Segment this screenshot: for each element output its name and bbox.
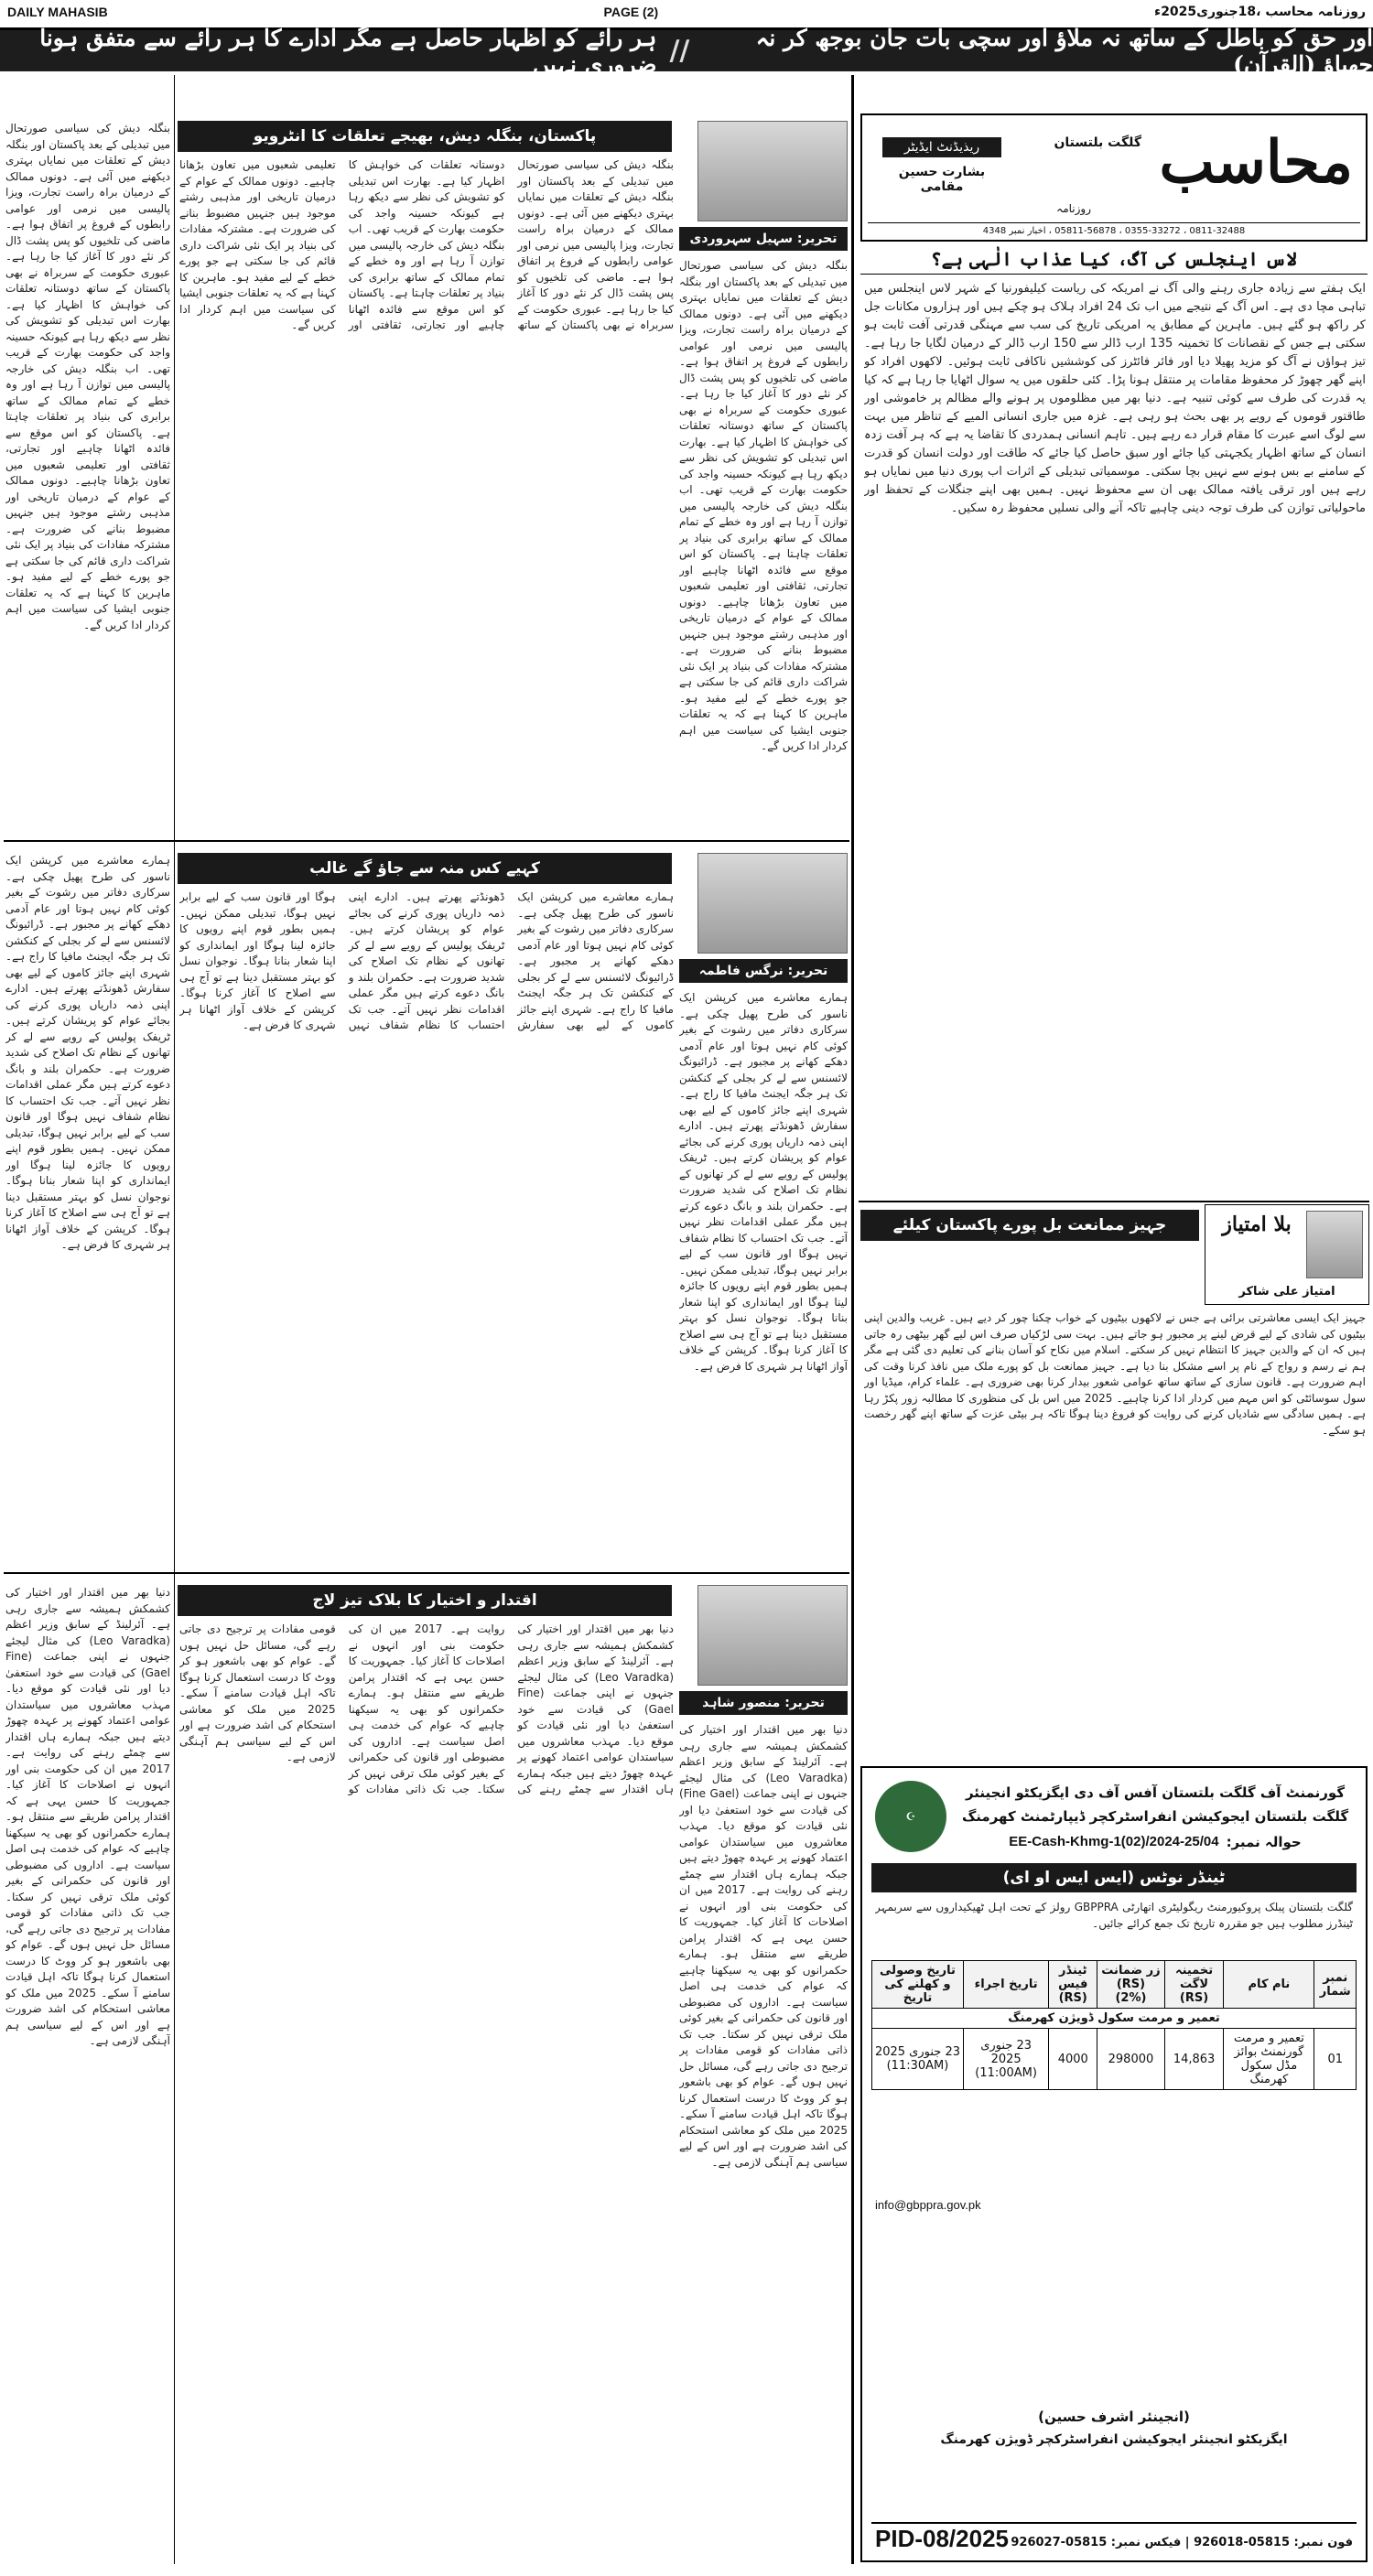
tender-intro	[875, 1900, 1353, 1955]
column-rule-left	[174, 75, 175, 2564]
kismunh-text-a: ہمارے معاشرے میں کرپشن ایک ناسور کی طرح پھیل چکی ہے۔ سرکاری دفاتر میں رشوت کے بغیر کوئی کام نہیں ہوتا اور عام آدمی دھکے کھانے پر مجبور ہے۔ ڈرائیونگ لائسنس سے لے کر بجلی کے کنکشن تک ہر جگہ ایجنٹ مافیا کا راج ہے۔ شہری اپنے جائز کاموں کے لیے بھی سفارش ڈھونڈتے پھرتے ہیں۔ ادارے اپنی ذمہ داریاں پوری کرنے کی بجائے عوام کو پریشان کرتے ہیں۔ ٹریفک پولیس کے رویے سے لے کر تھانوں کے نظام تک اصلاح کی شدید ضرورت ہے۔ حکمران بلند و بانگ دعوے کرتے ہیں مگر عملی اقدامات نظر نہیں آتے۔ جب تک احتساب کا نظام شفاف نہیں ہوگا اور قانون سب کے لیے برابر نہیں ہوگا، تبدیلی ممکن نہیں۔ ہمیں بطور قوم اپنے رویوں کا جائزہ لینا ہوگا اور ایمانداری کو اپنا شعار بنانا ہوگا۔ نوجوان نسل کو بہتر مستقبل دینا ہے تو آج ہی سے اصلاح کا آغاز کرنا ہوگا۔ کرپشن کے خلاف آواز اٹھانا ہر شہری کا فرض ہے۔	[5, 854, 170, 1251]
tender-divider	[871, 2522, 1357, 2524]
interview-author-photo	[697, 121, 848, 221]
divider-2	[4, 1572, 849, 1574]
kismunh-byline: تحریر: نرگس فاطمہ	[679, 959, 848, 983]
page-banner	[0, 24, 1373, 78]
tender-pid: PID-08/2025	[875, 2525, 1009, 2552]
jahez-heading: جہیز ممانعت بل پورے پاکستان کیلئے	[860, 1210, 1199, 1241]
kismunh-body-left	[5, 853, 170, 1567]
banner-disclaimer: ہر رائے کو اظہار حاصل ہے مگر ادارے کا ہر رائے سے متفق ہونا ضروری نہیں	[39, 24, 657, 78]
jahez-body	[864, 1310, 1366, 1759]
kismunh-body-right	[679, 990, 848, 1567]
jahez-column-header	[1205, 1204, 1369, 1305]
kismunh-body-main	[179, 889, 674, 1567]
jahez-text: جہیز ایک ایسی معاشرتی برائی ہے جس نے لاکھوں بیٹیوں کے خواب چکنا چور کر دیے ہیں۔ غریب والدین اپنی بیٹیوں کی شادی کے لیے قرض لینے پر مجبور ہو جاتے ہیں۔ بہت سی لڑکیاں صرف اس لیے گھر بیٹھی رہ جاتی ہیں کہ ان کے والدین جہیز کا انتظام نہیں کر سکتے۔ اسلام میں نکاح کو آسان بنانے کی تعلیم دی گئی ہے مگر ہم نے رسم و رواج کے نام پر اسے مشکل بنا دیا ہے۔ جہیز ممانعت بل کو پورے ملک میں نافذ کرنا وقت کی اہم ضرورت ہے۔ قانون سازی کے ساتھ ساتھ عوامی شعور بیدار کرنا بھی ضروری ہے۔ علماء کرام، میڈیا اور سول سوسائٹی کو اس مہم میں کردار ادا کرنا چاہیے۔ 2025 میں اس بل کی منظوری کا مطالبہ زور پکڑ رہا ہے۔ ہمیں سادگی سے شادیاں کرنے کی روایت کو فروغ دینا ہوگا تاکہ ہر بیٹی عزت کے ساتھ اپنے گھر رخصت ہو سکے۔	[864, 1311, 1366, 1437]
th-cost: تخمینہ لاگت (RS)	[1164, 1961, 1224, 2009]
interview-text-b: بنگلہ دیش کی سیاسی صورتحال میں تبدیلی کے بعد پاکستان اور بنگلہ دیش کے تعلقات میں نمایاں بہتری دیکھنے میں آئی ہے۔ دونوں ممالک کے درمیان براہ راست تجارت، ویزا پالیسی میں نرمی اور عوامی رابطوں کے فروغ پر اتفاق ہوا ہے۔ ماضی کی تلخیوں کو پس پشت ڈال کر نئے دور کا آغاز کیا جا رہا ہے۔ عبوری حکومت کے سربراہ نے بھی پاکستان کے ساتھ دوستانہ تعلقات کی خواہش کا اظہار کیا ہے۔ بھارت اس تبدیلی کو تشویش کی نظر سے دیکھ رہا ہے کیونکہ حسینہ واجد کی حکومت بھارت کے قریب تھی۔ اب بنگلہ دیش کی خارجہ پالیسی میں توازن آ رہا ہے اور وہ خطے کے تمام ممالک کے ساتھ برابری کی بنیاد پر تعلقات چاہتا ہے۔ پاکستان کو اس موقع سے فائدہ اٹھانا چاہیے اور تجارتی، ثقافتی اور تعلیمی شعبوں میں تعاون بڑھانا چاہیے۔ دونوں ممالک کے عوام کے درمیان تاریخی اور مذہبی رشتے موجود ہیں جنہیں مضبوط بنانے کی ضرورت ہے۔ مشترکہ مفادات کی بنیاد پر ایک نئی شراکت داری قائم کی جا سکتی ہے جو پورے خطے کے لیے مفید ہو۔ ماہرین کا کہنا ہے کہ یہ تعلقات جنوبی ایشیا کی سیاست میں اہم کردار ادا کریں گے۔	[179, 158, 674, 331]
tender-signature-title: ایگزیکٹو انجینئر ایجوکیشن انفراسٹرکچر ڈویژن کھرمنگ	[940, 2432, 1288, 2447]
iqtidar-body-right	[679, 1722, 848, 2562]
tender-table-wrap	[871, 1960, 1357, 2090]
banner-separator: //	[669, 35, 690, 67]
cell-cost: 14,863	[1164, 2029, 1224, 2090]
interview-body-left	[5, 121, 170, 835]
editorial-title: لاس اینجلس کی آگ، کیا عذاب الٰہی ہے؟	[860, 243, 1368, 275]
masthead-logo: محاسب	[1159, 128, 1353, 197]
jahez-column-name: بلا امتیاز	[1222, 1213, 1292, 1236]
tender-phone: فون نمبر: 05815-926018 | فیکس نمبر: 05815-926027	[1011, 2536, 1353, 2549]
iqtidar-byline: تحریر: منصور شاہد	[679, 1691, 848, 1715]
iqtidar-author-photo	[697, 1585, 848, 1686]
interview-text-a: بنگلہ دیش کی سیاسی صورتحال میں تبدیلی کے بعد پاکستان اور بنگلہ دیش کے تعلقات میں نمایاں بہتری دیکھنے میں آئی ہے۔ دونوں ممالک کے درمیان براہ راست تجارت، ویزا پالیسی میں نرمی اور عوامی رابطوں کے فروغ پر اتفاق ہوا ہے۔ ماضی کی تلخیوں کو پس پشت ڈال کر نئے دور کا آغاز کیا جا رہا ہے۔ عبوری حکومت کے سربراہ نے بھی پاکستان کے ساتھ دوستانہ تعلقات کی خواہش کا اظہار کیا ہے۔ بھارت اس تبدیلی کو تشویش کی نظر سے دیکھ رہا ہے کیونکہ حسینہ واجد کی حکومت بھارت کے قریب تھی۔ اب بنگلہ دیش کی خارجہ پالیسی میں توازن آ رہا ہے اور وہ خطے کے تمام ممالک کے ساتھ برابری کی بنیاد پر تعلقات چاہتا ہے۔ پاکستان کو اس موقع سے فائدہ اٹھانا چاہیے اور تجارتی، ثقافتی اور تعلیمی شعبوں میں تعاون بڑھانا چاہیے۔ دونوں ممالک کے عوام کے درمیان تاریخی اور مذہبی رشتے موجود ہیں جنہیں مضبوط بنانے کی ضرورت ہے۔ مشترکہ مفادات کی بنیاد پر ایک نئی شراکت داری قائم کی جا سکتی ہے جو پورے خطے کے لیے مفید ہو۔ ماہرین کا کہنا ہے کہ یہ تعلقات جنوبی ایشیا کی سیاست میں اہم کردار ادا کریں گے۔	[5, 122, 170, 631]
kismunh-author-photo	[697, 853, 848, 954]
divider-editorial	[859, 1201, 1369, 1202]
divider-1	[4, 840, 849, 842]
interview-body-main	[179, 157, 674, 835]
iqtidar-body-main	[179, 1622, 674, 2562]
govt-emblem-icon: ☪	[875, 1781, 946, 1852]
interview-heading: پاکستان، بنگلہ دیش، بھیجے تعلقات کا انٹرویو	[178, 121, 672, 152]
iqtidar-heading: اقتدار و اختیار کا بلاک تیز لاج	[178, 1585, 672, 1616]
cell-fee: 4000	[1049, 2029, 1097, 2090]
tender-signature-name: (انجینئر اشرف حسین)	[1038, 2409, 1190, 2425]
jahez-byline: امتیاز علی شاکر	[1238, 1285, 1335, 1299]
tender-intro-text: گلگت بلتستان پبلک پروکیورمنٹ ریگولیٹری اتھارٹی GBPPRA رولز کے تحت اہل ٹھیکیداروں سے سربمہر ٹینڈرز مطلوب ہیں جو مقررہ تاریخ تک جمع کرائے جائیں۔	[875, 1901, 1353, 1930]
masthead-daily-label: روزنامہ	[1056, 202, 1091, 215]
iqtidar-text-c: دنیا بھر میں اقتدار اور اختیار کی کشمکش ہمیشہ سے جاری رہی ہے۔ آئرلینڈ کے سابق وزیر اعظم (Leo Varadka) کی مثال لیجئے جنہوں نے اپنی جماعت (Fine Gael) کی قیادت سے خود استعفیٰ دیا اور نئی قیادت کو موقع دیا۔ مہذب معاشروں میں سیاستدان عوامی اعتماد کھونے پر عہدہ چھوڑ دیتے ہیں جبکہ ہمارے ہاں اقتدار سے چمٹے رہنے کی روایت ہے۔ 2017 میں ان کی حکومت بنی اور انہوں نے اصلاحات کا آغاز کیا۔ جمہوریت کا حسن یہی ہے کہ اقتدار پرامن طریقے سے منتقل ہو۔ ہمارے حکمرانوں کو بھی یہ سیکھنا چاہیے کہ عوام کی خدمت ہی اصل سیاست ہے۔ اداروں کی مضبوطی اور قانون کی حکمرانی کے بغیر کوئی ملک ترقی نہیں کر سکتا۔ جب تک ذاتی مفادات کو قومی مفادات پر ترجیح دی جاتی رہے گی، مسائل حل نہیں ہوں گے۔ عوام کو بھی باشعور ہو کر ووٹ کا درست استعمال کرنا ہوگا تاکہ اہل قیادت سامنے آ سکے۔ 2025 میں ملک کو معاشی استحکام کی اشد ضرورت ہے اور اس کے لیے سیاسی ہم آہنگی لازمی ہے۔	[679, 1723, 848, 2169]
iqtidar-text-a: دنیا بھر میں اقتدار اور اختیار کی کشمکش ہمیشہ سے جاری رہی ہے۔ آئرلینڈ کے سابق وزیر اعظم (Leo Varadka) کی مثال لیجئے جنہوں نے اپنی جماعت (Fine Gael) کی قیادت سے خود استعفیٰ دیا اور نئی قیادت کو موقع دیا۔ مہذب معاشروں میں سیاستدان عوامی اعتماد کھونے پر عہدہ چھوڑ دیتے ہیں جبکہ ہمارے ہاں اقتدار سے چمٹے رہنے کی روایت ہے۔ 2017 میں ان کی حکومت بنی اور انہوں نے اصلاحات کا آغاز کیا۔ جمہوریت کا حسن یہی ہے کہ اقتدار پرامن طریقے سے منتقل ہو۔ ہمارے حکمرانوں کو بھی یہ سیکھنا چاہیے کہ عوام کی خدمت ہی اصل سیاست ہے۔ اداروں کی مضبوطی اور قانون کی حکمرانی کے بغیر کوئی ملک ترقی نہیں کر سکتا۔ جب تک ذاتی مفادات کو قومی مفادات پر ترجیح دی جاتی رہے گی، مسائل حل نہیں ہوں گے۔ عوام کو بھی باشعور ہو کر ووٹ کا درست استعمال کرنا ہوگا تاکہ اہل قیادت سامنے آ سکے۔ 2025 میں ملک کو معاشی استحکام کی اشد ضرورت ہے اور اس کے لیے سیاسی ہم آہنگی لازمی ہے۔	[5, 1586, 170, 2047]
th-fee: ٹینڈر فیس (RS)	[1049, 1961, 1097, 2009]
interview-text-c: بنگلہ دیش کی سیاسی صورتحال میں تبدیلی کے بعد پاکستان اور بنگلہ دیش کے تعلقات میں نمایاں بہتری دیکھنے میں آئی ہے۔ دونوں ممالک کے درمیان براہ راست تجارت، ویزا پالیسی میں نرمی اور عوامی رابطوں کے فروغ پر اتفاق ہوا ہے۔ ماضی کی تلخیوں کو پس پشت ڈال کر نئے دور کا آغاز کیا جا رہا ہے۔ عبوری حکومت کے سربراہ نے بھی پاکستان کے ساتھ دوستانہ تعلقات کی خواہش کا اظہار کیا ہے۔ بھارت اس تبدیلی کو تشویش کی نظر سے دیکھ رہا ہے کیونکہ حسینہ واجد کی حکومت بھارت کے قریب تھی۔ اب بنگلہ دیش کی خارجہ پالیسی میں توازن آ رہا ہے اور وہ خطے کے تمام ممالک کے ساتھ برابری کی بنیاد پر تعلقات چاہتا ہے۔ پاکستان کو اس موقع سے فائدہ اٹھانا چاہیے اور تجارتی، ثقافتی اور تعلیمی شعبوں میں تعاون بڑھانا چاہیے۔ دونوں ممالک کے عوام کے درمیان تاریخی اور مذہبی رشتے موجود ہیں جنہیں مضبوط بنانے کی ضرورت ہے۔ مشترکہ مفادات کی بنیاد پر ایک نئی شراکت داری قائم کی جا سکتی ہے جو پورے خطے کے لیے مفید ہو۔ ماہرین کا کہنا ہے کہ یہ تعلقات جنوبی ایشیا کی سیاست میں اہم کردار ادا کریں گے۔	[679, 259, 848, 752]
th-serial: نمبر شمار	[1314, 1961, 1357, 2009]
tender-dept-line: گلگت بلتستان ایجوکیشن انفراسٹرکچر ڈیپارٹمنٹ کھرمنگ	[961, 1808, 1349, 1825]
tender-table-header	[872, 1961, 1357, 2009]
tender-reference	[954, 1834, 1357, 1850]
cell-issue-date: 23 جنوری 2025 (11:00AM)	[963, 2029, 1048, 2090]
th-earnest: زر ضمانت (RS) (2%)	[1097, 1961, 1165, 2009]
tender-title: ٹینڈر نوٹس (ایس ایس او ای)	[871, 1863, 1357, 1892]
table-row	[872, 2029, 1357, 2090]
th-open-date: تاریخ وصولی و کھلنے کی تاریخ	[872, 1961, 964, 2009]
iqtidar-text-b: دنیا بھر میں اقتدار اور اختیار کی کشمکش ہمیشہ سے جاری رہی ہے۔ آئرلینڈ کے سابق وزیر اعظم (Leo Varadka) کی مثال لیجئے جنہوں نے اپنی جماعت (Fine Gael) کی قیادت سے خود استعفیٰ دیا اور نئی قیادت کو موقع دیا۔ مہذب معاشروں میں سیاستدان عوامی اعتماد کھونے پر عہدہ چھوڑ دیتے ہیں جبکہ ہمارے ہاں اقتدار سے چمٹے رہنے کی روایت ہے۔ 2017 میں ان کی حکومت بنی اور انہوں نے اصلاحات کا آغاز کیا۔ جمہوریت کا حسن یہی ہے کہ اقتدار پرامن طریقے سے منتقل ہو۔ ہمارے حکمرانوں کو بھی یہ سیکھنا چاہیے کہ عوام کی خدمت ہی اصل سیاست ہے۔ اداروں کی مضبوطی اور قانون کی حکمرانی کے بغیر کوئی ملک ترقی نہیں کر سکتا۔ جب تک ذاتی مفادات کو قومی مفادات پر ترجیح دی جاتی رہے گی، مسائل حل نہیں ہوں گے۔ عوام کو بھی باشعور ہو کر ووٹ کا درست استعمال کرنا ہوگا تاکہ اہل قیادت سامنے آ سکے۔ 2025 میں ملک کو معاشی استحکام کی اشد ضرورت ہے اور اس کے لیے سیاسی ہم آہنگی لازمی ہے۔	[179, 1622, 674, 1795]
editorial-text: ایک ہفتے سے زیادہ جاری رہنے والی آگ نے امریکہ کی ریاست کیلیفورنیا کے شہر لاس اینجلس میں تباہی مچا دی ہے۔ اس آگ کے نتیجے میں اب تک 24 افراد ہلاک ہو چکے ہیں اور ہزاروں مکانات جل کر راکھ ہو گئے ہیں۔ ماہرین کے مطابق یہ امریکی تاریخ کی سب سے مہنگی قدرتی آفت ثابت ہو سکتی ہے جس کے نقصانات کا تخمینہ 135 ارب ڈالر سے 150 ارب ڈالر کے درمیان لگایا جا رہا ہے۔ تیز ہواؤں نے آگ کو مزید پھیلا دیا اور فائر فائٹرز کی کوششیں ناکافی ثابت ہوئیں۔ لاکھوں افراد کو اپنے گھر چھوڑ کر محفوظ مقامات پر منتقل ہونا پڑا۔ کئی حلقوں میں یہ سوال اٹھایا جا رہا ہے کہ کیا یہ قدرت کی طرف سے کوئی تنبیہ ہے۔ دنیا بھر میں مظلوموں پر ہونے والے مظالم پر خاموشی اور طاقتور قوموں کے رویے پر بھی بحث ہو رہی ہے۔ غزہ میں جاری انسانی المیے کے تناظر میں بہت سے لوگ اسے عبرت کا مقام قرار دے رہے ہیں۔ تاہم انسانی ہمدردی کا تقاضا یہ ہے کہ ہر آفت زدہ انسان کے ساتھ اظہار یکجہتی کیا جائے اور سبق حاصل کیا جائے کہ طاقت اور دولت انسان کو قدرت کے سامنے بے بس ہونے سے نہیں بچا سکتی۔ موسمیاتی تبدیلی کے اثرات اب پوری دنیا میں نمایاں ہو رہے ہیں اور ترقی یافتہ ممالک بھی ان سے محفوظ نہیں۔ ہمیں بھی اپنے جنگلات کے تحفظ اور ماحولیاتی توازن کی طرف توجہ دینی چاہیے تاکہ آنے والی نسلیں محفوظ رہ سکیں۔	[864, 282, 1366, 515]
interview-body-right	[679, 258, 848, 835]
iqtidar-body-left	[5, 1585, 170, 2562]
th-work: نام کام	[1224, 1961, 1314, 2009]
th-issue-date: تاریخ اجراء	[963, 1961, 1048, 2009]
cell-earnest: 298000	[1097, 2029, 1165, 2090]
tender-table	[871, 1960, 1357, 2090]
cell-open-date: 23 جنوری 2025 (11:30AM)	[872, 2029, 964, 2090]
paper-date: روزنامہ محاسب ،18جنوری2025ء	[1154, 5, 1366, 19]
tender-ref-label: حوالہ نمبر:	[1226, 1834, 1302, 1850]
cell-work: تعمیر و مرمت گورنمنٹ بوائز مڈل سکول کھرمنگ	[1224, 2029, 1314, 2090]
jahez-author-photo	[1306, 1211, 1363, 1278]
kismunh-text-c: ہمارے معاشرے میں کرپشن ایک ناسور کی طرح پھیل چکی ہے۔ سرکاری دفاتر میں رشوت کے بغیر کوئی کام نہیں ہوتا اور عام آدمی دھکے کھانے پر مجبور ہے۔ ڈرائیونگ لائسنس سے لے کر بجلی کے کنکشن تک ہر جگہ ایجنٹ مافیا کا راج ہے۔ شہری اپنے جائز کاموں کے لیے بھی سفارش ڈھونڈتے پھرتے ہیں۔ ادارے اپنی ذمہ داریاں پوری کرنے کی بجائے عوام کو پریشان کرتے ہیں۔ ٹریفک پولیس کے رویے سے لے کر تھانوں کے نظام تک اصلاح کی شدید ضرورت ہے۔ حکمران بلند و بانگ دعوے کرتے ہیں مگر عملی اقدامات نظر نہیں آتے۔ جب تک احتساب کا نظام شفاف نہیں ہوگا اور قانون سب کے لیے برابر نہیں ہوگا، تبدیلی ممکن نہیں۔ ہمیں بطور قوم اپنے رویوں کا جائزہ لینا ہوگا اور ایمانداری کو اپنا شعار بنانا ہوگا۔ نوجوان نسل کو بہتر مستقبل دینا ہے تو آج ہی سے اصلاح کا آغاز کرنا ہوگا۔ کرپشن کے خلاف آواز اٹھانا ہر شہری کا فرض ہے۔	[679, 991, 848, 1373]
masthead-editor-name: بشارت حسین مقامی	[898, 165, 986, 194]
tender-section-label: تعمیر و مرمت سکول ڈویژن کھرمنگ	[872, 2009, 1357, 2029]
page-number: PAGE (2)	[603, 5, 659, 19]
kismunh-text-b: ہمارے معاشرے میں کرپشن ایک ناسور کی طرح پھیل چکی ہے۔ سرکاری دفاتر میں رشوت کے بغیر کوئی کام نہیں ہوتا اور عام آدمی دھکے کھانے پر مجبور ہے۔ ڈرائیونگ لائسنس سے لے کر بجلی کے کنکشن تک ہر جگہ ایجنٹ مافیا کا راج ہے۔ شہری اپنے جائز کاموں کے لیے بھی سفارش ڈھونڈتے پھرتے ہیں۔ ادارے اپنی ذمہ داریاں پوری کرنے کی بجائے عوام کو پریشان کرتے ہیں۔ ٹریفک پولیس کے رویے سے لے کر تھانوں کے نظام تک اصلاح کی شدید ضرورت ہے۔ حکمران بلند و بانگ دعوے کرتے ہیں مگر عملی اقدامات نظر نہیں آتے۔ جب تک احتساب کا نظام شفاف نہیں ہوگا اور قانون سب کے لیے برابر نہیں ہوگا، تبدیلی ممکن نہیں۔ ہمیں بطور قوم اپنے رویوں کا جائزہ لینا ہوگا اور ایمانداری کو اپنا شعار بنانا ہوگا۔ نوجوان نسل کو بہتر مستقبل دینا ہے تو آج ہی سے اصلاح کا آغاز کرنا ہوگا۔ کرپشن کے خلاف آواز اٹھانا ہر شہری کا فرض ہے۔	[179, 890, 674, 1031]
tender-email: info@gbppra.gov.pk	[875, 2198, 981, 2212]
tender-advertisement	[860, 1766, 1368, 2562]
masthead-region: گلگت بلتستان	[1054, 135, 1141, 150]
masthead-editor-label: ریذیڈنٹ ایڈیٹر	[882, 137, 1001, 157]
tender-govt-line: گورنمنٹ آف گلگت بلتستان آفس آف دی ایگزیکٹو انجینئر	[965, 1784, 1346, 1801]
cell-serial: 01	[1314, 2029, 1357, 2090]
column-rule-main	[851, 75, 854, 2564]
paper-name-en: DAILY MAHASIB	[7, 5, 108, 19]
tender-ref-number: EE-Cash-Khmg-1(02)/2024-25/04	[1009, 1834, 1219, 1849]
kismunh-heading: کہیے کس منہ سے جاؤ گے غالب	[178, 853, 672, 884]
masthead-contact: 0811-32488 ، 0355-33272 ، 05811-56878 ، اخبار نمبر 4348	[868, 222, 1360, 236]
masthead	[860, 113, 1368, 242]
editorial-body	[864, 280, 1366, 1195]
top-bar	[0, 0, 1373, 24]
banner-quran-quote: اور حق کو باطل کے ساتھ نہ ملاؤ اور سچی بات جان بوجھ کر نہ چھپاؤ (القرآن)	[755, 24, 1373, 78]
interview-byline: تحریر: سہیل سہروردی	[679, 227, 848, 251]
tender-section-row	[872, 2009, 1357, 2029]
